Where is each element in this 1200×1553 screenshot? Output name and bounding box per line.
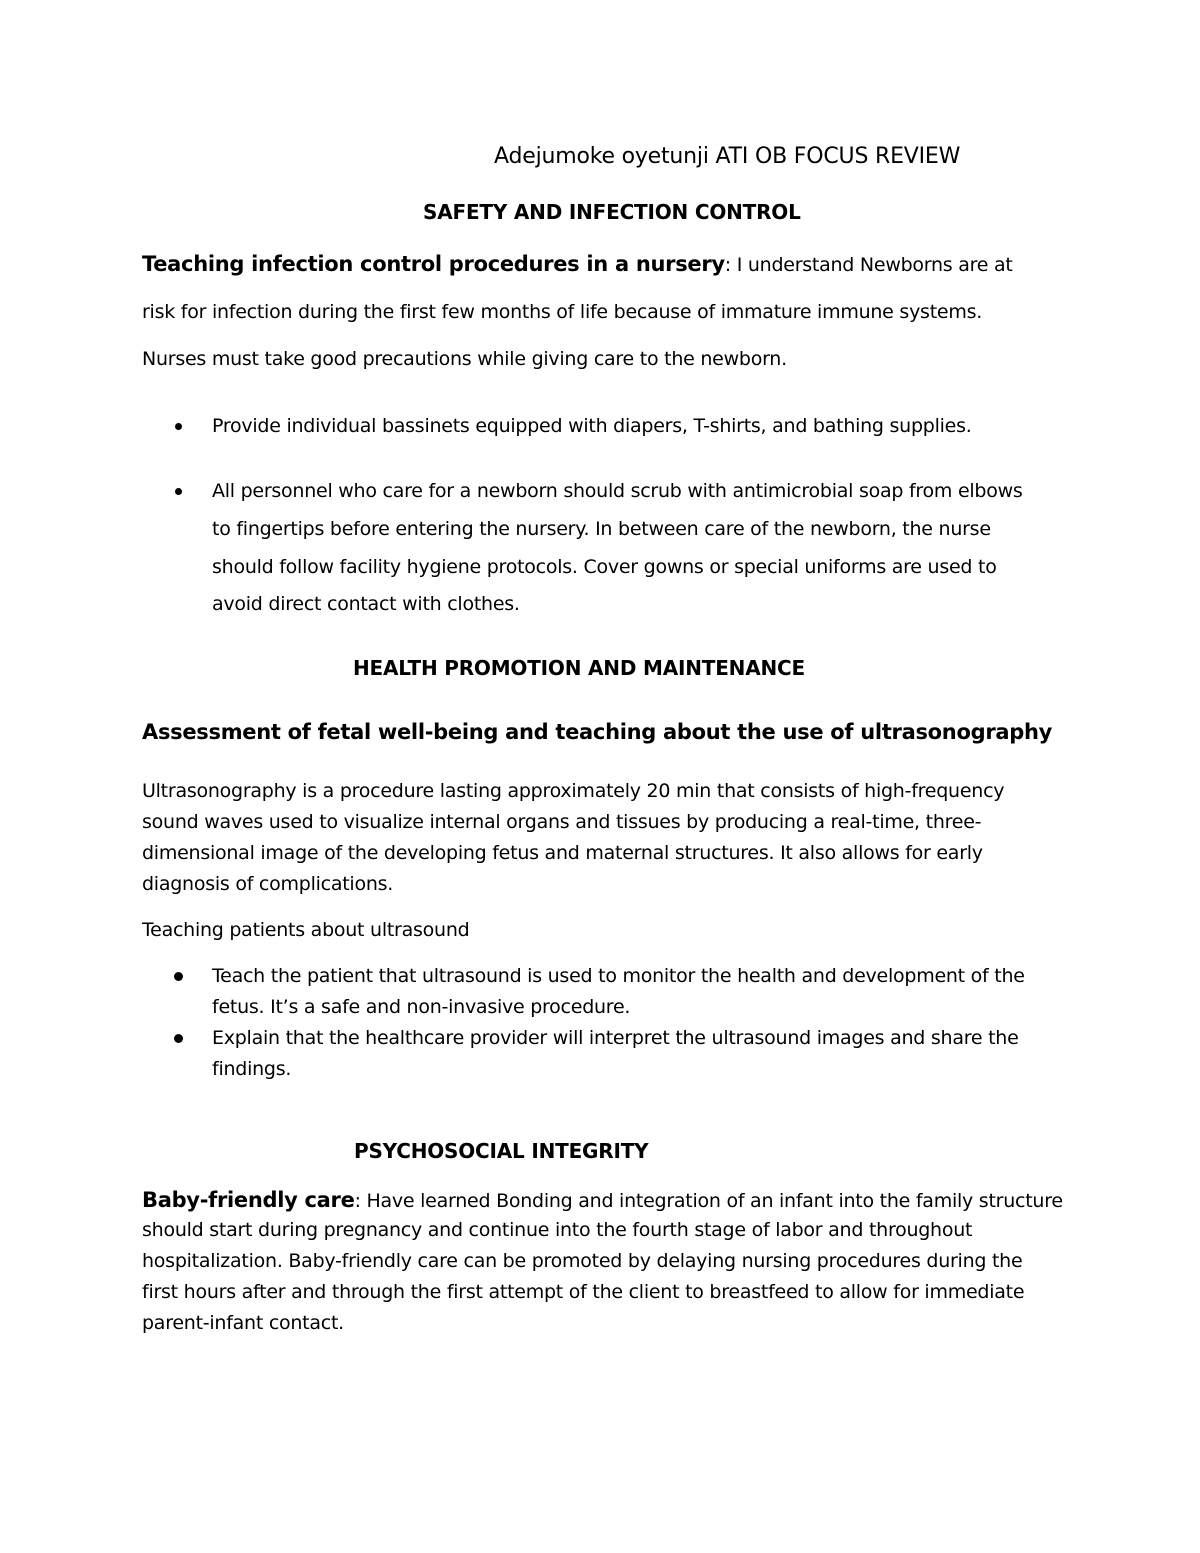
list-item-line: All personnel who care for a newborn should scrub with antimicrobial soap from elbows bbox=[212, 480, 1023, 502]
bullet-icon bbox=[174, 972, 183, 981]
paragraph-line: should start during pregnancy and continue into the fourth stage of labor and throughout bbox=[142, 1219, 973, 1241]
section1-intro-line-1 bbox=[142, 252, 1013, 276]
section1-intro-line-2: risk for infection during the first few months of life because of immature immune systems. bbox=[142, 301, 983, 323]
section3-line-1-rest: : Have learned Bonding and integration of an infant into the family structure bbox=[354, 1190, 1063, 1212]
list-item-line: should follow facility hygiene protocols. Cover gowns or special uniforms are used to bbox=[212, 556, 997, 578]
list-item-line: to fingertips before entering the nursery. In between care of the newborn, the nurse bbox=[212, 518, 991, 540]
paragraph-line: first hours after and through the first attempt of the client to breastfeed to allow for immediate bbox=[142, 1281, 1025, 1303]
list-item-line: avoid direct contact with clothes. bbox=[212, 593, 520, 615]
list-item-line: findings. bbox=[212, 1058, 292, 1080]
list-item-line: Explain that the healthcare provider will interpret the ultrasound images and share the bbox=[212, 1027, 1019, 1049]
section-heading-health-promotion: HEALTH PROMOTION AND MAINTENANCE bbox=[353, 656, 805, 680]
list-item-line: Teach the patient that ultrasound is used to monitor the health and development of the bbox=[212, 965, 1025, 987]
list-item: Provide individual bassinets equipped with diapers, T-shirts, and bathing supplies. bbox=[212, 415, 972, 437]
section1-intro-line-3: Nurses must take good precautions while giving care to the newborn. bbox=[142, 348, 787, 370]
subheading-fetal-assessment: Assessment of fetal well-being and teaching about the use of ultrasonography bbox=[142, 720, 1053, 744]
section-heading-psychosocial: PSYCHOSOCIAL INTEGRITY bbox=[354, 1139, 649, 1163]
paragraph-line: diagnosis of complications. bbox=[142, 873, 394, 895]
paragraph-line: dimensional image of the developing fetus and maternal structures. It also allows for early bbox=[142, 842, 983, 864]
list-item-line: fetus. It’s a safe and non-invasive procedure. bbox=[212, 996, 631, 1018]
bullet-icon bbox=[175, 423, 182, 430]
paragraph-line: hospitalization. Baby-friendly care can be promoted by delaying nursing procedures during the bbox=[142, 1250, 1023, 1272]
bullet-icon bbox=[174, 1034, 183, 1043]
topic-label-infection-control: Teaching infection control procedures in a nursery bbox=[142, 252, 725, 276]
topic-label-baby-friendly: Baby-friendly care bbox=[142, 1188, 355, 1212]
section-heading-safety: SAFETY AND INFECTION CONTROL bbox=[423, 200, 801, 224]
paragraph-line: Ultrasonography is a procedure lasting approximately 20 min that consists of high-frequency bbox=[142, 780, 1005, 802]
bullet-icon bbox=[175, 488, 182, 495]
teaching-label: Teaching patients about ultrasound bbox=[142, 919, 470, 941]
intro-line-1-rest: : I understand Newborns are at bbox=[724, 254, 1013, 276]
paragraph-line: sound waves used to visualize internal organs and tissues by producing a real-time, three- bbox=[142, 811, 982, 833]
section3-line-1 bbox=[142, 1188, 1063, 1212]
paragraph-line: parent-infant contact. bbox=[142, 1312, 344, 1334]
author-title: Adejumoke oyetunji ATI OB FOCUS REVIEW bbox=[494, 144, 961, 169]
